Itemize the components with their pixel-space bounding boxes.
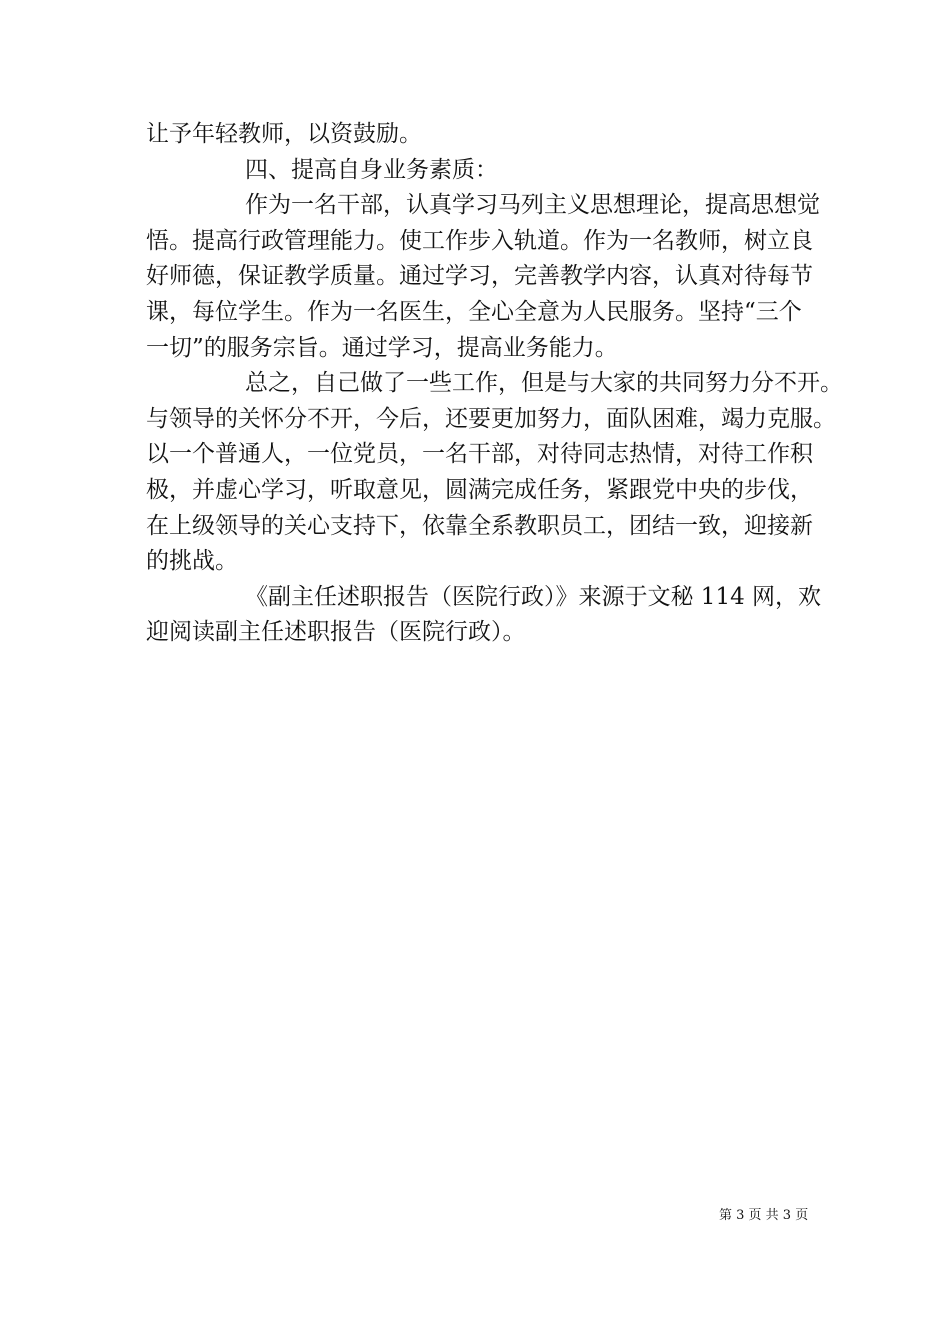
body-line: 课，每位学生。作为一名医生，全心全意为人民服务。坚持“三个 — [146, 298, 802, 325]
section-heading: 四、提高自身业务素质： — [245, 156, 498, 183]
body-line: 悟。提高行政管理能力。使工作步入轨道。作为一名教师，树立良 — [146, 227, 813, 254]
paragraph-first-line: 总之，自己做了一些工作，但是与大家的共同努力分不开。 — [245, 370, 843, 397]
paragraph-first-line: 作为一名干部，认真学习马列主义思想理论，提高思想觉 — [245, 192, 820, 219]
body-line: 极，并虚心学习，听取意见，圆满完成任务，紧跟党中央的步伐， — [146, 476, 813, 503]
body-line: 让予年轻教师，以资鼓励。 — [146, 121, 422, 147]
body-line: 以一个普通人，一位党员，一名干部，对待同志热情，对待工作积 — [146, 441, 813, 468]
body-line: 与领导的关怀分不开，今后，还要更加努力，面队困难，竭力克服。 — [146, 405, 836, 432]
source-note-line: 迎阅读副主任述职报告（医院行政）。 — [146, 619, 526, 646]
body-line: 的挑战。 — [146, 548, 238, 575]
body-line: 一切”的服务宗旨。通过学习，提高业务能力。 — [146, 334, 618, 361]
body-line: 好师德，保证教学质量。通过学习，完善教学内容，认真对待每节 — [146, 263, 813, 290]
source-note-line: 《副主任述职报告（医院行政）》来源于文秘 114 网，欢 — [245, 583, 822, 610]
document-body — [146, 117, 843, 651]
page-number-footer: 第 3 页 共 3 页 — [719, 1208, 809, 1223]
body-line: 在上级领导的关心支持下，依靠全系教职员工，团结一致，迎接新 — [146, 512, 813, 539]
